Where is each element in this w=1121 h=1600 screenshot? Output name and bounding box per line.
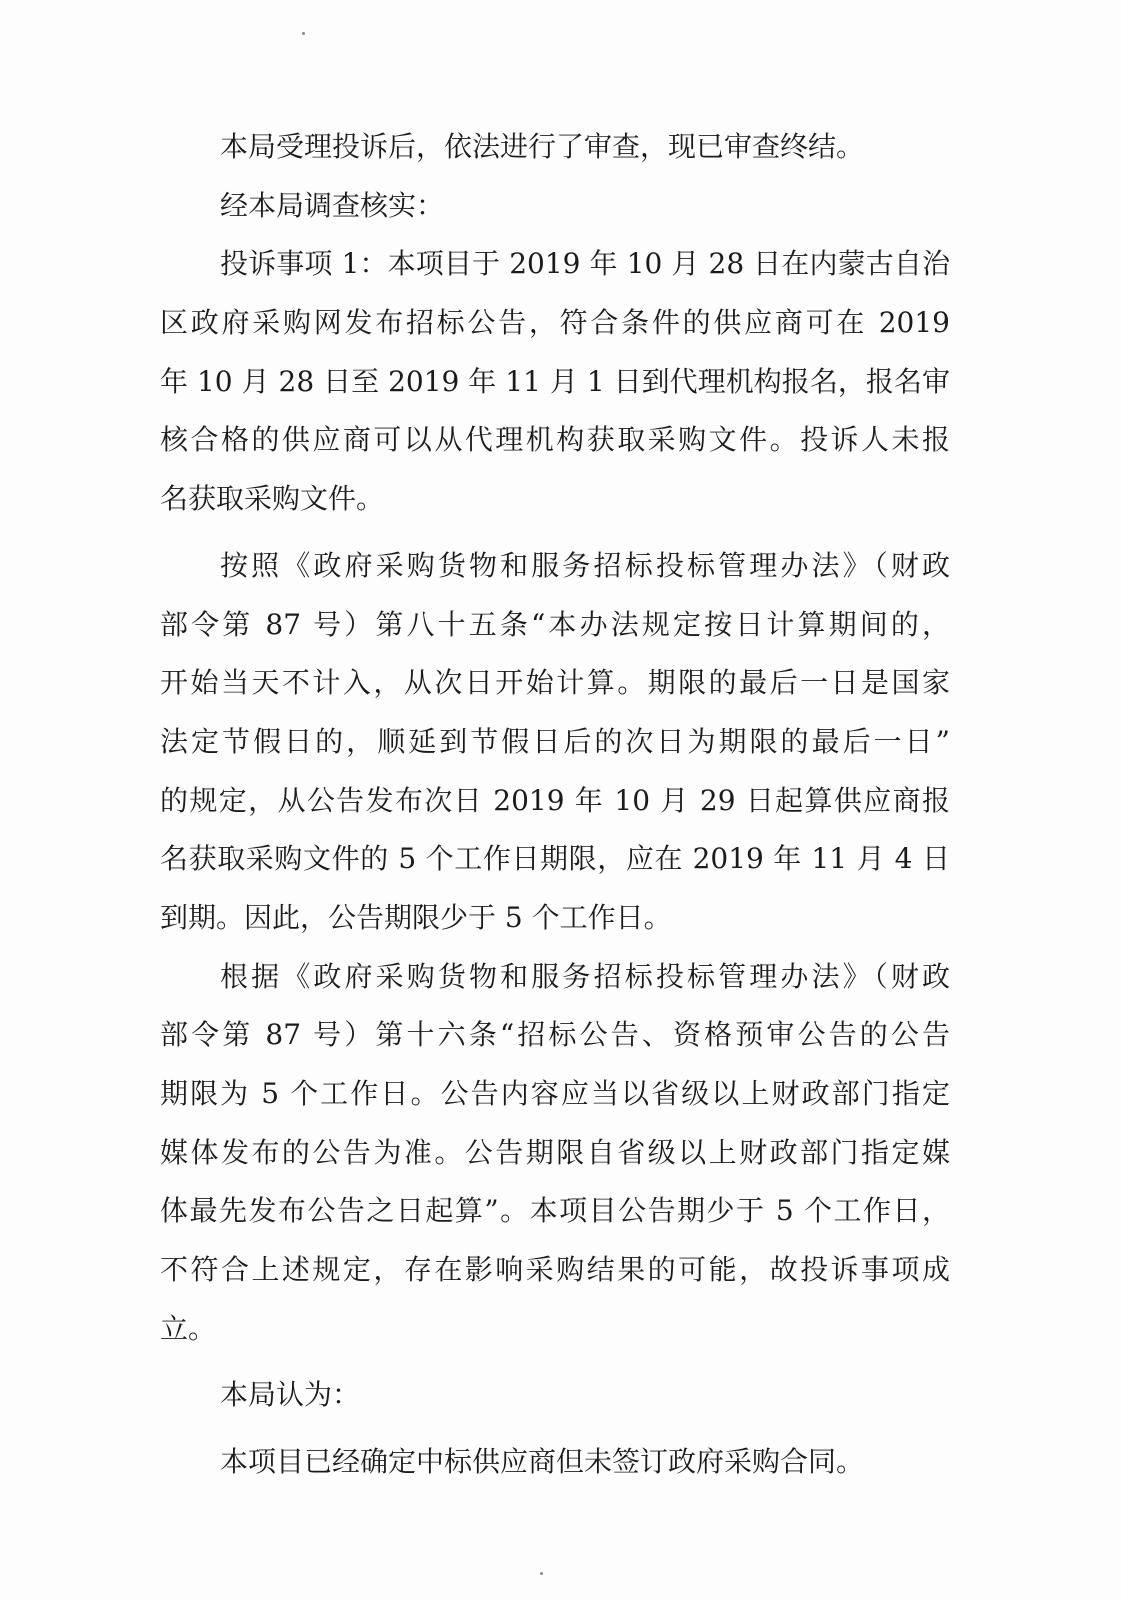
section-heading-opinion: 本局认为： — [220, 1378, 361, 1412]
text-line: 不符合上述规定，存在影响采购结果的可能，故投诉事项成 — [160, 1253, 950, 1287]
text-line: 区政府采购网发布招标公告，符合条件的供应商可在 2019 — [160, 306, 950, 340]
text-line: 到期。因此，公告期限少于 5 个工作日。 — [160, 900, 672, 934]
text-line: 体最先发布公告之日起算”。本项目公告期少于 5 个工作日， — [160, 1194, 950, 1228]
scan-speck — [302, 32, 305, 35]
section-heading-investigation: 经本局调查核实： — [220, 188, 445, 222]
text-line: 核合格的供应商可以从代理机构获取采购文件。投诉人未报 — [160, 423, 950, 457]
text-line: 按照《政府采购货物和服务招标投标管理办法》（财政 — [220, 548, 950, 582]
scan-speck — [540, 1572, 543, 1575]
text-line: 立。 — [160, 1311, 217, 1345]
text-line: 名获取采购文件。 — [160, 482, 385, 516]
text-line: 期限为 5 个工作日。公告内容应当以省级以上财政部门指定 — [160, 1077, 950, 1110]
document-body — [160, 118, 950, 1492]
text-line: 法定节假日的，顺延到节假日后的次日为期限的最后一日” — [160, 724, 950, 758]
text-line: 部令第 87 号）第八十五条“本办法规定按日计算期间的， — [160, 607, 950, 641]
text-line: 名获取采购文件的 5 个工作日期限，应在 2019 年 11 月 4 日 — [160, 842, 950, 876]
text-line: 年 10 月 28 日至 2019 年 11 月 1 日到代理机构报名，报名审 — [160, 364, 950, 398]
text-line: 投诉事项 1：本项目于 2019 年 10 月 28 日在内蒙古自治 — [220, 247, 950, 281]
text-line: 的规定，从公告发布次日 2019 年 10 月 29 日起算供应商报 — [160, 783, 950, 817]
paragraph-review-concluded: 本局受理投诉后，依法进行了审查，现已审查终结。 — [220, 130, 865, 163]
text-line: 根据《政府采购货物和服务招标投标管理办法》（财政 — [220, 959, 950, 993]
text-line: 开始当天不计入，从次日开始计算。期限的最后一日是国家 — [160, 666, 950, 700]
text-line: 媒体发布的公告为准。公告期限自省级以上财政部门指定媒 — [160, 1135, 950, 1169]
text-line: 部令第 87 号）第十六条“招标公告、资格预审公告的公告 — [160, 1018, 950, 1052]
paragraph-contract-status: 本项目已经确定中标供应商但未签订政府采购合同。 — [220, 1445, 865, 1479]
